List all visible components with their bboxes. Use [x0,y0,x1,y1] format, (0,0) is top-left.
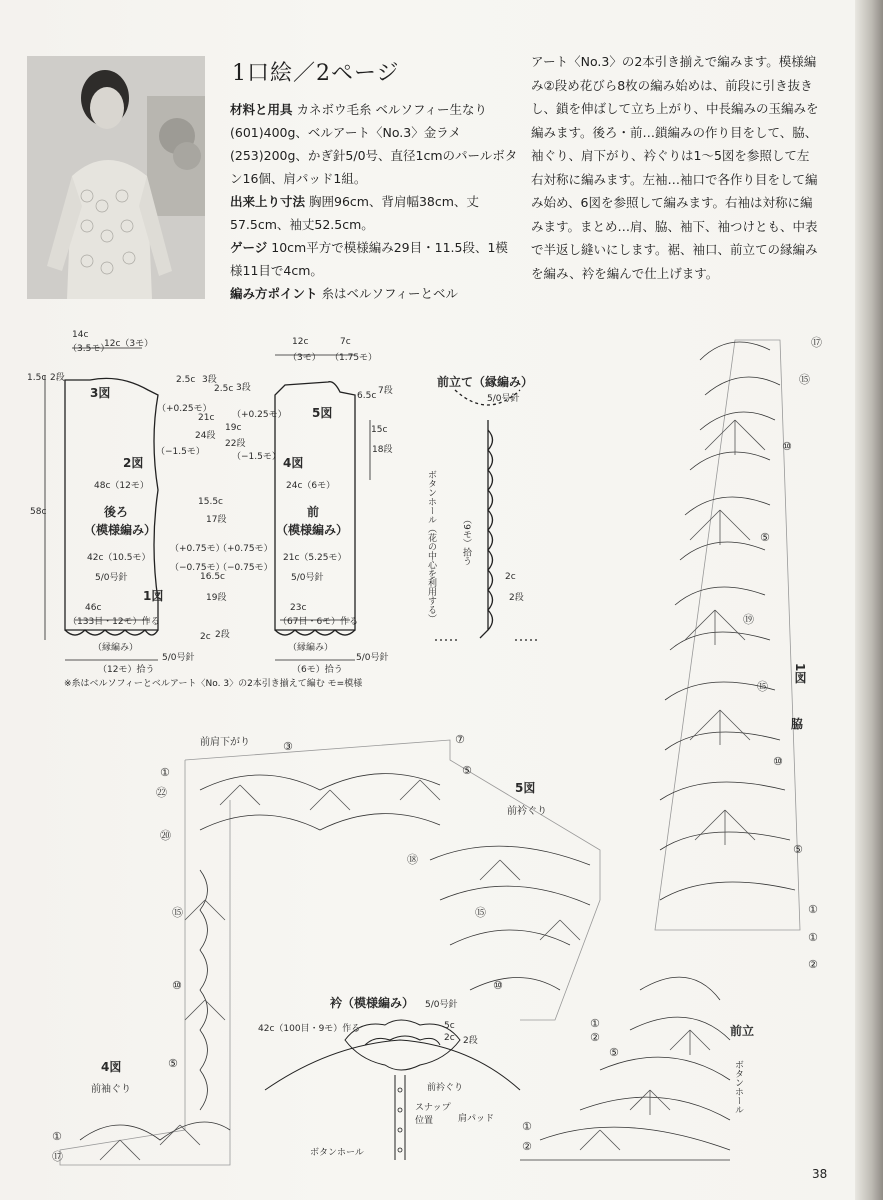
fig5-label: 5図 [312,406,333,420]
row-num: ⑤ [609,1046,619,1059]
back-waist: 42c（10.5モ） [87,553,151,563]
back-pattern: （模様編み） [84,523,157,537]
row-num: ① [808,931,818,944]
row-num: ⑮ [475,906,486,919]
collar-buttonhole: ボタンホール [310,1148,364,1158]
center-h: （−1.5モ） [232,452,281,462]
collar-neck: 前衿ぐり [427,1083,464,1093]
center-o: 2c [200,632,211,642]
collar-title: 衿（模様編み） [330,996,415,1010]
back-top-left-sub: （3.5モ） [68,344,110,354]
fig3-label: 3図 [90,386,111,400]
center-e2: 24段 [195,431,216,441]
collar-sketch [265,1020,520,1160]
placket-dim2: 2段 [509,593,524,603]
front-hem-sub: （67目・6モ）作る [278,617,359,627]
row-num: ⑰ [52,1150,63,1163]
fig1-label: 1図 [143,589,164,603]
gauge-heading: ゲージ [230,240,268,255]
center-l: （−0.75モ） [170,563,225,573]
back-edge: （縁編み） [93,643,139,653]
center-g: （−1.5モ） [156,447,205,457]
back-hem-pick: （12モ）拾う [98,665,155,675]
front-waist: 21c（5.25モ） [283,553,347,563]
row-num: ⑤ [793,843,803,856]
collar-dim2: 2c [444,1033,455,1043]
front-hem: 23c [290,603,307,613]
placket-dim: 2c [505,572,516,582]
front-side2: 18段 [372,445,393,455]
back-top-right: 12c（3モ） [104,339,154,349]
placket-title: 前立て（縁編み） [437,375,534,389]
placket-outline [480,420,488,638]
center-i: 15.5c [198,497,223,507]
chart-fig5-sub: 前衿ぐり [507,806,547,817]
center-f: 19c [225,423,242,433]
front-hook2: 5/0号針 [356,653,389,663]
gauge-text: 10cm平方で模様編み29目・11.5段、1模様11目で4cm。 [230,240,508,278]
front-pattern: （模様編み） [276,523,349,537]
row-num: ⑮ [172,906,183,919]
back-chest: 48c（12モ） [94,481,149,491]
center-m: （−0.75モ） [218,563,273,573]
row-num: ⑤ [462,764,472,777]
row-num: ⑰ [811,336,822,349]
instructions-text: アート〈No.3〉の2本引き揃えで編みます。模様編み②段め花びら8枚の編み始めは、前段に引き抜きし、鎖を伸ばして立ち上がり、中長編みの玉編みを編みます。後ろ・前…鎖編みの作り目をして、脇、袖ぐり、肩下がり、衿ぐりは1〜5図を参照して左右対称に編みます。左袖…袖口で各作り目をして編み始め、6図を参照して編みます。右袖は対称に編みます。まとめ…肩、脇、袖下、袖つけとも、中表で半返し縫いにします。裾、袖口、前立ての縁編みを編み、衿を編んで仕上げます。 [531,54,819,281]
center-j: （+0.75モ） [170,544,225,554]
front-hem-pick: （6モ）拾う [292,665,343,675]
row-num: ⑩ [493,979,503,992]
center-i2: 17段 [206,515,227,525]
front-edge-buttonhole: ボタンホール [733,1060,743,1114]
front-edge: （縁編み） [288,643,334,653]
size-text: 胸囲96cm、背肩幅38cm、丈57.5cm、袖丈52.5cm。 [230,194,479,232]
row-num: ① [808,903,818,916]
back-top-left: 14c [72,330,89,340]
chart-fig4-label: 4図 [101,1060,122,1074]
center-n2: 19段 [206,593,227,603]
center-f2: 22段 [225,439,246,449]
row-num: ⑩ [773,755,783,768]
chart-front-edge [520,977,730,1160]
front-label: 前 [307,505,320,519]
points-text: 糸はベルソフィーとベル [321,286,459,301]
back-hem: 46c [85,603,102,613]
front-edge-label: 前立 [730,1024,755,1038]
center-o2: 2段 [215,630,230,640]
shoulder-pad: 肩パッド [458,1114,495,1124]
materials-heading: 材料と用具 [230,102,293,117]
chart-fig1-label: 1図 [793,663,807,684]
front-chest: 24c（6モ） [286,481,336,491]
center-n: 16.5c [200,572,225,582]
front-hook: 5/0号針 [291,573,324,583]
materials-text: カネボウ毛糸 ベルソフィー生なり(601)400g、ベルアート〈No.3〉金ラメ(253)200g、かぎ針5/0号、直径1cmのパールボタン16個、肩パッド1組。 [230,102,518,186]
fig2-label: 2図 [123,456,144,470]
back-hook: 5/0号針 [95,573,128,583]
front-top-right: 7c [340,337,351,347]
back-hook2: 5/0号針 [162,653,195,663]
row-num: ⑳ [160,829,171,842]
front-neck: 6.5c [357,391,377,401]
page-number: 38 [812,1167,828,1181]
back-hem-sub: （133目・12モ）作る [68,617,160,627]
placket-edging [488,430,493,630]
yarn-note: ※糸はベルソフィーとベルアート〈No. 3〉の2本引き揃えて編む モ=模様 [64,679,363,689]
points-heading: 編み方ポイント [230,286,318,301]
row-num: ① [160,766,170,779]
row-num: ⑮ [757,680,768,693]
collar-dim3: 2段 [463,1036,478,1046]
row-num: ⑩ [782,440,792,453]
center-e: 21c [198,413,215,423]
center-c: （+0.25モ） [157,404,212,414]
row-num: ① [522,1120,532,1133]
front-top-right-sub: （1.75モ） [330,353,378,363]
chart-fig5-label: 5図 [515,781,536,795]
row-num: ㉒ [156,786,167,799]
chart-shoulder: 前肩下がり [200,737,250,748]
row-num: ⑤ [168,1057,178,1070]
chart-fig1-sub: 脇 [791,717,804,731]
center-b2: 3段 [236,383,251,393]
front-top-left: 12c [292,337,309,347]
back-hem-edging [65,630,158,635]
row-num: ③ [283,740,293,753]
front-hem-edging [275,630,355,635]
front-top-left-sub: （3モ） [288,353,321,363]
center-b: 2.5c [214,384,234,394]
row-num: ① [52,1130,62,1143]
front-neck2: 7段 [378,386,393,396]
placket-buttonhole: ボタンホール（花の中心を利用する） [426,470,436,623]
center-d: （+0.25モ） [232,410,287,420]
placket-hook: 5/0号針 [487,394,520,404]
chart-fig4-sub: 前袖ぐり [91,1084,131,1095]
row-num: ② [808,958,818,971]
row-num: ⑱ [407,853,418,866]
row-num: ⑤ [760,531,770,544]
center-k: （+0.75モ） [218,544,273,554]
row-num: ⑩ [172,979,182,992]
fig4-label: 4図 [283,456,304,470]
page-title: 1口絵／2ページ [232,61,400,86]
collar-start: 42c（100目・9モ）作る [258,1024,361,1034]
row-num: ② [522,1140,532,1153]
row-num: ② [590,1031,600,1044]
back-label: 後ろ [104,505,129,519]
chart-fig1 [655,340,800,930]
center-a2: 3段 [202,375,217,385]
row-num: ⑲ [743,613,754,626]
snap-position: スナップ位置 [415,1103,451,1126]
back-neck: 1.5c [27,373,47,383]
placket-pick: （9モ）拾う [461,515,471,566]
back-height: 58c [30,507,47,517]
back-neck-rows: 2段 [50,373,65,383]
size-heading: 出来上り寸法 [230,194,306,209]
row-num: ⑦ [455,733,465,746]
row-num: ① [590,1017,600,1030]
row-num: ⑮ [799,373,810,386]
collar-dim: 5c [444,1021,455,1031]
collar-hook: 5/0号針 [425,1000,458,1010]
front-side: 15c [371,425,388,435]
center-a: 2.5c [176,375,196,385]
